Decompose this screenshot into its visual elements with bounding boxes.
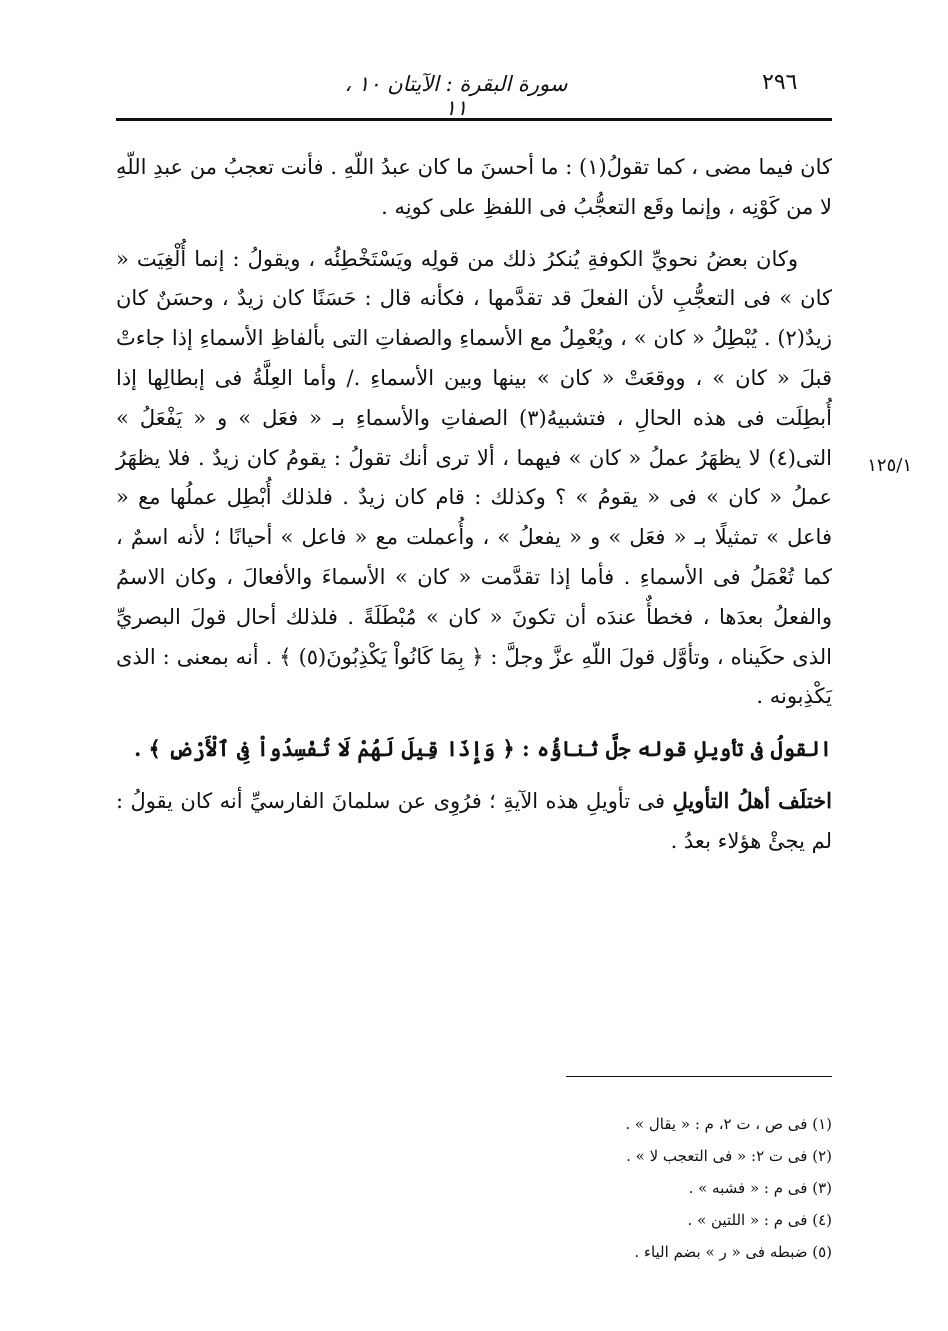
footnote: (٤) فى م : « اللتين » . bbox=[687, 1211, 832, 1229]
header-rule bbox=[116, 118, 832, 121]
footnote: (١) فى ص ، ت ٢، م : « يقال » . bbox=[625, 1115, 832, 1133]
section-heading: القولُ فى تأويلِ قوله جلَّ ثناؤُه : ﴿ وَإِذَا قِيلَ لَهُمْ لَا تُفْسِدُواْ فِى ٱلْأَرْضِ ﴾ . bbox=[133, 736, 832, 762]
footnote: (٣) فى م : « فشبه » . bbox=[688, 1179, 832, 1197]
footnote-rule bbox=[566, 1076, 832, 1077]
paragraph: كان فيما مضى ، كما تقولُ(١) : ما أحسنَ ما كان عبدُ اللّهِ . فأنت تعجبُ من عبدِ اللّهِ لا من كَوْنِه ، وإنما وقَع التعجُّبُ فى اللفظِ على كونِه . bbox=[116, 155, 832, 219]
paragraph: وكان بعضُ نحويِّ الكوفةِ يُنكرُ ذلك من قولِه ويَسْتَخْطِئُه ، ويقولُ : إنما أُلْغِيَت « كان » فى التعجُّبِ لأن الفعلَ قد تقدَّمها ، فكأنه قال : حَسَنًا كان زيدٌ ، وحسَنٌ كان زيدٌ(٢) . يُبْطِلُ « كان » ، ويُعْمِلُ مع الأسماءِ والصفاتِ التى بألفاظِ الأسماءِ إذا جاءتْ قبلَ « كان » ، ووقعَتْ « كان » بينها وبين الأسماءِ ./ وأما العِلَّةُ فى إبطالِها إذا أُبطِلَت فى هذه الحالِ ، فتشبيهُ(٣) الصفاتِ والأسماءِ بـ « فعَل » و « يَفْعَلُ » التى(٤) لا يظهَرُ عملُ « كان » فيهما ، ألا ترى أنك تقولُ : يقومُ كان زيدٌ . فلا يظهَرُ عملُ « كان » فى « يقومُ » ؟ وكذلك : قام كان زيدٌ . فلذلك أُبْطِل عملُها مع « فاعل » تمثيلًا بـ « فعَل » و « يفعلُ » ، وأُعملت مع « فاعل » أحيانًا ؛ لأنه اسمٌ ، كما تُعْمَلُ فى الأسماءِ . فأما إذا تقدَّمت « كان » الأسماءَ والأفعالَ ، وكان الاسمُ والفعلُ بعدَها ، فخطأٌ عندَه أن تكونَ « كان » مُبْطَلَةً . فلذلك أحال قولَ البصريِّ الذى حكَيناه ، وتأوَّل قولَ اللّهِ عزَّ وجلَّ : ﴿ بِمَا كَانُواْ يَكْذِبُونَ(٥) ﴾ . أنه بمعنى : الذى يَكْذِبونه . bbox=[116, 246, 832, 709]
body-text bbox=[116, 148, 832, 862]
margin-note: ١٢٥/١ bbox=[867, 455, 912, 476]
section-paragraph bbox=[116, 781, 832, 862]
section-text: فى تأويلِ هذه الآيةِ ؛ فرُوِى عن سلمانَ الفارسيِّ أنه كان يقولُ : لم يجئْ هؤلاء بعدُ . bbox=[116, 788, 832, 853]
running-title: سورة البقرة : الآيتان ١٠ ، ١١ bbox=[344, 72, 568, 120]
page-number: ٢٩٦ bbox=[762, 70, 798, 95]
section-lead: اختلَف أهلُ التأويلِ bbox=[672, 787, 832, 813]
footnote: (٥) ضبطه فى « ر » بضم الياء . bbox=[634, 1243, 832, 1261]
footnote: (٢) فى ت ٢: « فى التعجب لا » . bbox=[626, 1147, 832, 1165]
footnotes bbox=[400, 1108, 832, 1268]
